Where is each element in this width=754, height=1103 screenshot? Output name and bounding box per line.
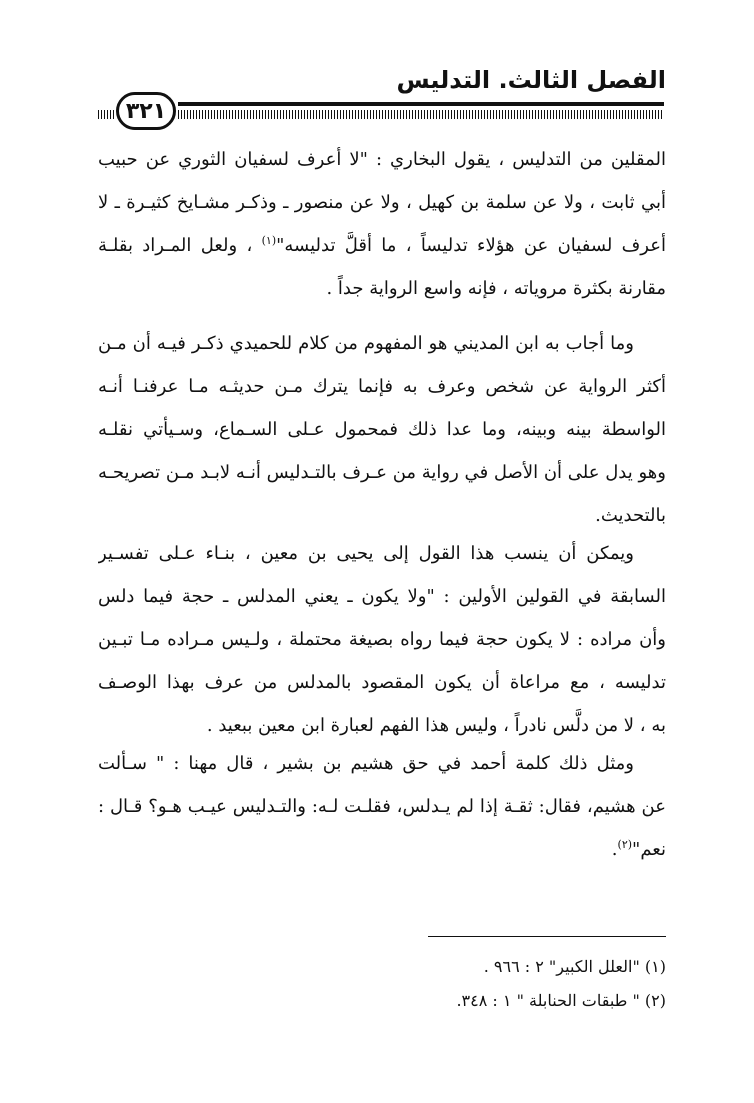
footnote-ref-2[interactable]: (٢): [617, 838, 633, 851]
text-line: تدليسه ، مع مراعاة أن يكون المقصود بالمدلس من عرف بهذا الوصـف: [98, 672, 666, 693]
page-number: ٣٢١: [116, 92, 176, 130]
header-rule-left-segment: [98, 110, 116, 119]
paragraph-4: [98, 742, 666, 871]
text-segment: ، ولعل المـراد بقلـة: [98, 235, 253, 256]
text-line: بالتحديث.: [595, 505, 666, 526]
text-line: أبي ثابت ، ولا عن سلمة بن كهيل ، ولا عن منصور ـ وذكـر مشـايخ كثيـرة ـ لا: [98, 192, 666, 213]
text-segment: نعم": [632, 839, 666, 860]
text-line: ومثل ذلك كلمة أحمد في حق هشيم بن بشير ، قال مهنا : " سـألت: [98, 753, 634, 774]
header-rule-hatched: [178, 110, 664, 119]
text-line: [98, 224, 666, 267]
text-line: وأن مراده : لا يكون حجة فيما رواه بصيغة محتملة ، ولـيس مـراده مـا تبـين: [98, 629, 666, 650]
footnotes: [98, 950, 666, 1018]
text-segment: أعرف لسفيان عن هؤلاء تدليساً ، ما أقلَّ تدليسه": [276, 235, 666, 256]
text-line: الواسطة بينه وبينه، وما عدا ذلك فمحمول عـلى السـماع، وسـيأتي نقلـه: [98, 419, 666, 440]
text-line: وما أجاب به ابن المديني هو المفهوم من كلام للحميدي ذكـر فيـه أن مـن: [98, 333, 634, 354]
text-line: مقارنة بكثرة مروياته ، فإنه واسع الرواية جداً .: [326, 278, 666, 299]
period: .: [611, 839, 618, 860]
text-line: به ، لا من دلَّس نادراً ، وليس هذا الفهم لعبارة ابن معين ببعيد .: [206, 715, 666, 736]
chapter-title: الفصل الثالث. التدليس: [396, 66, 666, 94]
text-line: عن هشيم، فقال: ثقـة إذا لم يـدلس، فقلـت لـه: والتـدليس عيـب هـو؟ قـال :: [98, 796, 666, 817]
text-line: السابقة في القولين الأولين : "ولا يكون ـ يعني المدلس ـ حجة فيما دلس: [98, 586, 666, 607]
footnote-2: (٢) " طبقات الحنابلة " ١ : ٣٤٨.: [456, 991, 666, 1010]
text-line: وهو يدل على أن الأصل في رواية من عـرف بالتـدليس أنـه لابـد مـن تصريحـه: [98, 462, 666, 483]
paragraph-1: [98, 138, 666, 310]
footnote-1: (١) "العلل الكبير" ٢ : ٩٦٦ .: [483, 957, 666, 976]
text-line: أكثر الرواية عن شخص وعرف به فإنما يترك مـن حديثـه مـا عرفنـا أنـه: [98, 376, 666, 397]
text-line: [98, 828, 666, 871]
paragraph-2: [98, 322, 666, 537]
text-line: المقلين من التدليس ، يقول البخاري : "لا أعرف لسفيان الثوري عن حبيب: [98, 149, 666, 170]
text-line: ويمكن أن ينسب هذا القول إلى يحيى بن معين ، بنـاء عـلى تفسـير: [98, 543, 634, 564]
footnote-separator: [428, 936, 666, 937]
footnote-ref-1[interactable]: (١): [261, 234, 277, 247]
paragraph-3: [98, 532, 666, 747]
header-rule: [178, 102, 664, 106]
